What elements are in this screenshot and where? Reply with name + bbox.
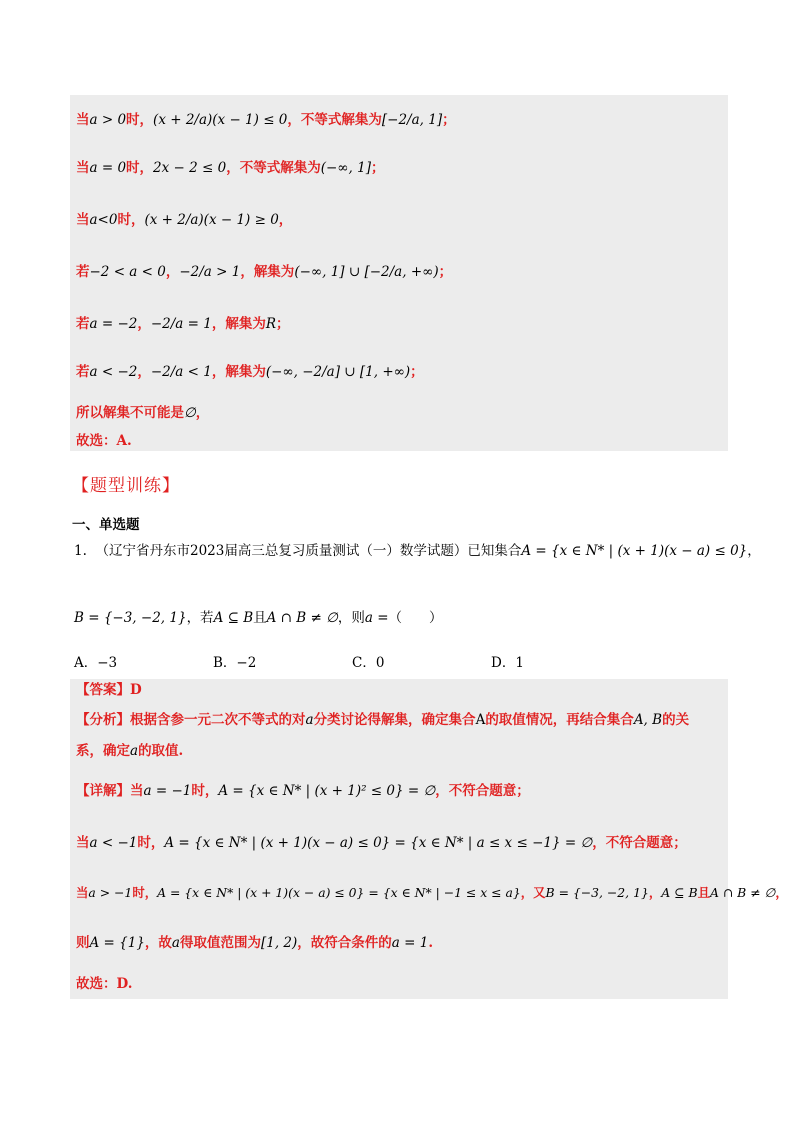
math: a > −1 — [88, 885, 133, 900]
math: (−∞, 1] ∪ [−2/a, +∞) — [294, 264, 439, 280]
text: ， — [592, 835, 606, 851]
solution-line-6 — [76, 362, 424, 382]
text: 时， — [191, 783, 219, 799]
question-source: （辽宁省丹东市2023届高三总复习质量测试（一）数学试题）已知集合 — [95, 543, 522, 559]
text: ， — [775, 885, 788, 900]
math: A = {1} — [89, 935, 145, 951]
text: 故选：A. — [76, 433, 132, 449]
text: 且 — [697, 885, 710, 900]
text: ， — [195, 405, 210, 421]
solution-line-5 — [76, 314, 290, 334]
text: 且 — [253, 610, 267, 626]
text: 时， — [126, 160, 154, 176]
math: A ∩ B ≠ ∅ — [266, 610, 338, 626]
text: 得取值范围为 — [179, 935, 261, 951]
math: −2/a = 1 — [150, 316, 212, 332]
math: a = — [364, 610, 389, 626]
text: 不等式解集为 — [239, 160, 321, 176]
option-letter: C． — [352, 655, 376, 671]
math: −2/a > 1 — [179, 264, 241, 280]
text: 根据含参一元二次不等式的对 — [130, 712, 306, 728]
question-line-2 — [74, 608, 443, 628]
solution-line-1 — [76, 110, 456, 130]
text: ， — [137, 364, 151, 380]
math: a — [171, 935, 180, 951]
math: A = {x ∈ N* | (x + 1)(x − a) ≤ 0} = {x ∈ N* | −1 ≤ x ≤ a} — [157, 885, 521, 900]
math: A = {x ∈ N* | (x + 1)(x − a) ≤ 0} — [521, 543, 748, 559]
math: a < −2 — [89, 364, 138, 380]
text: 解集为 — [253, 264, 295, 280]
text: ， — [211, 364, 226, 380]
math: a<0 — [89, 212, 118, 228]
analysis-line-1 — [76, 710, 689, 730]
text: ， — [226, 160, 240, 176]
text: ， — [648, 885, 662, 900]
text: . — [428, 935, 434, 951]
math: a > 0 — [89, 112, 127, 128]
text: 当 — [76, 835, 90, 851]
option-b[interactable] — [213, 651, 256, 671]
text: 当 — [130, 783, 144, 799]
text: 当 — [76, 112, 90, 128]
math: a = 0 — [89, 160, 127, 176]
text: 则 — [76, 935, 90, 951]
text: 故选：D. — [76, 976, 133, 992]
option-letter: A． — [74, 655, 98, 671]
solution-line-7 — [76, 403, 209, 423]
text: ，若 — [186, 610, 214, 626]
text: 时， — [126, 112, 154, 128]
text: 当 — [76, 212, 90, 228]
math: A ⊆ B — [213, 610, 254, 626]
math: a = −1 — [143, 783, 192, 799]
answer-value: D — [130, 682, 142, 698]
option-c[interactable] — [352, 651, 384, 671]
text: ， — [240, 264, 254, 280]
text: 当 — [76, 160, 90, 176]
text: ， — [137, 316, 151, 332]
option-value: −3 — [97, 655, 118, 671]
text: ； — [410, 364, 424, 380]
text: 时， — [132, 885, 158, 900]
detail-tag: 【详解】 — [76, 783, 130, 799]
text: ， — [278, 212, 293, 228]
text: 不符合题意； — [448, 783, 530, 799]
solution-line-8 — [76, 431, 132, 451]
question-line-1 — [74, 541, 761, 561]
math: B = {−3, −2, 1} — [545, 885, 649, 900]
text: ； — [442, 112, 456, 128]
solution-line-2 — [76, 158, 384, 178]
math: (x + 2/a)(x − 1) ≥ 0 — [144, 212, 279, 228]
detail-line-2 — [76, 833, 687, 853]
text: 系，确定 — [76, 743, 130, 759]
text: ； — [438, 264, 453, 280]
text: 解集为 — [225, 364, 266, 380]
option-value: 0 — [375, 655, 385, 671]
math: a = −2 — [89, 316, 138, 332]
math: (−∞, 1] — [320, 160, 371, 176]
solution-line-3 — [76, 210, 292, 230]
math: (x + 2/a)(x − 1) ≤ 0 — [153, 112, 288, 128]
math: (−∞, −2/a] ∪ [1, +∞) — [265, 364, 411, 380]
option-d[interactable] — [491, 651, 524, 671]
math: a — [305, 712, 314, 728]
option-a[interactable] — [74, 651, 117, 671]
option-value: −2 — [236, 655, 257, 671]
text: ； — [276, 316, 290, 332]
text: 的取值情况，再结合集合 — [485, 712, 634, 728]
text: ，故符合条件的 — [297, 935, 392, 951]
text: 若 — [76, 316, 90, 332]
text: ， — [747, 543, 761, 559]
math: −2 < a < 0 — [89, 264, 166, 280]
text: ， — [211, 316, 226, 332]
math: A ⊆ B — [661, 885, 698, 900]
text: ，则 — [337, 610, 365, 626]
math: a < −1 — [89, 835, 138, 851]
detail-line-1 — [76, 781, 530, 801]
text: ， — [435, 783, 449, 799]
math: [−2/a, 1] — [381, 112, 443, 128]
math: [1, 2) — [260, 935, 298, 951]
analysis-line-2 — [76, 741, 183, 761]
text: 的取值. — [138, 743, 184, 759]
text: （ ） — [388, 610, 443, 626]
text: 所以解集不可能是 — [76, 405, 184, 421]
analysis-tag: 【分析】 — [76, 712, 130, 728]
math: ∅ — [184, 405, 196, 421]
text: 解集为 — [225, 316, 266, 332]
solution-line-4 — [76, 262, 452, 282]
text: 不符合题意； — [605, 835, 687, 851]
math: A, B — [633, 712, 663, 728]
text: ， — [287, 112, 301, 128]
math: a — [130, 743, 139, 759]
text: 若 — [76, 264, 90, 280]
section-heading: 一、单选题 — [72, 517, 140, 533]
section-title: 【题型训练】 — [72, 476, 180, 496]
answer-line — [76, 680, 142, 700]
math: A = {x ∈ N* | (x + 1)² ≤ 0} = ∅ — [218, 783, 436, 799]
detail-line-4 — [76, 933, 433, 953]
text: 的关 — [662, 712, 690, 728]
detail-line-3 — [76, 883, 788, 903]
option-letter: B． — [213, 655, 237, 671]
text: ，故 — [144, 935, 172, 951]
text: ； — [370, 160, 385, 176]
option-value: 1 — [515, 655, 524, 671]
text: A — [475, 712, 486, 728]
answer-tag: 【答案】 — [76, 682, 130, 698]
detail-line-5 — [76, 974, 132, 994]
math: A = {x ∈ N* | (x + 1)(x − a) ≤ 0} = {x ∈ N* | a ≤ x ≤ −1} = ∅ — [164, 835, 593, 851]
text: 不等式解集为 — [300, 112, 382, 128]
text: 分类讨论得解集，确定集合 — [313, 712, 476, 728]
text: ，又 — [520, 885, 546, 900]
text: 若 — [76, 364, 90, 380]
option-letter: D． — [491, 655, 516, 671]
text: ， — [165, 264, 180, 280]
text: 时， — [117, 212, 145, 228]
math: R — [265, 316, 276, 332]
math: a = 1 — [391, 935, 429, 951]
text: 时， — [137, 835, 165, 851]
math: 2x − 2 ≤ 0 — [153, 160, 227, 176]
question-number: 1. — [74, 543, 87, 559]
text: 当 — [76, 885, 89, 900]
math: A ∩ B ≠ ∅ — [709, 885, 776, 900]
math: −2/a < 1 — [150, 364, 212, 380]
math: B = {−3, −2, 1} — [74, 610, 187, 626]
